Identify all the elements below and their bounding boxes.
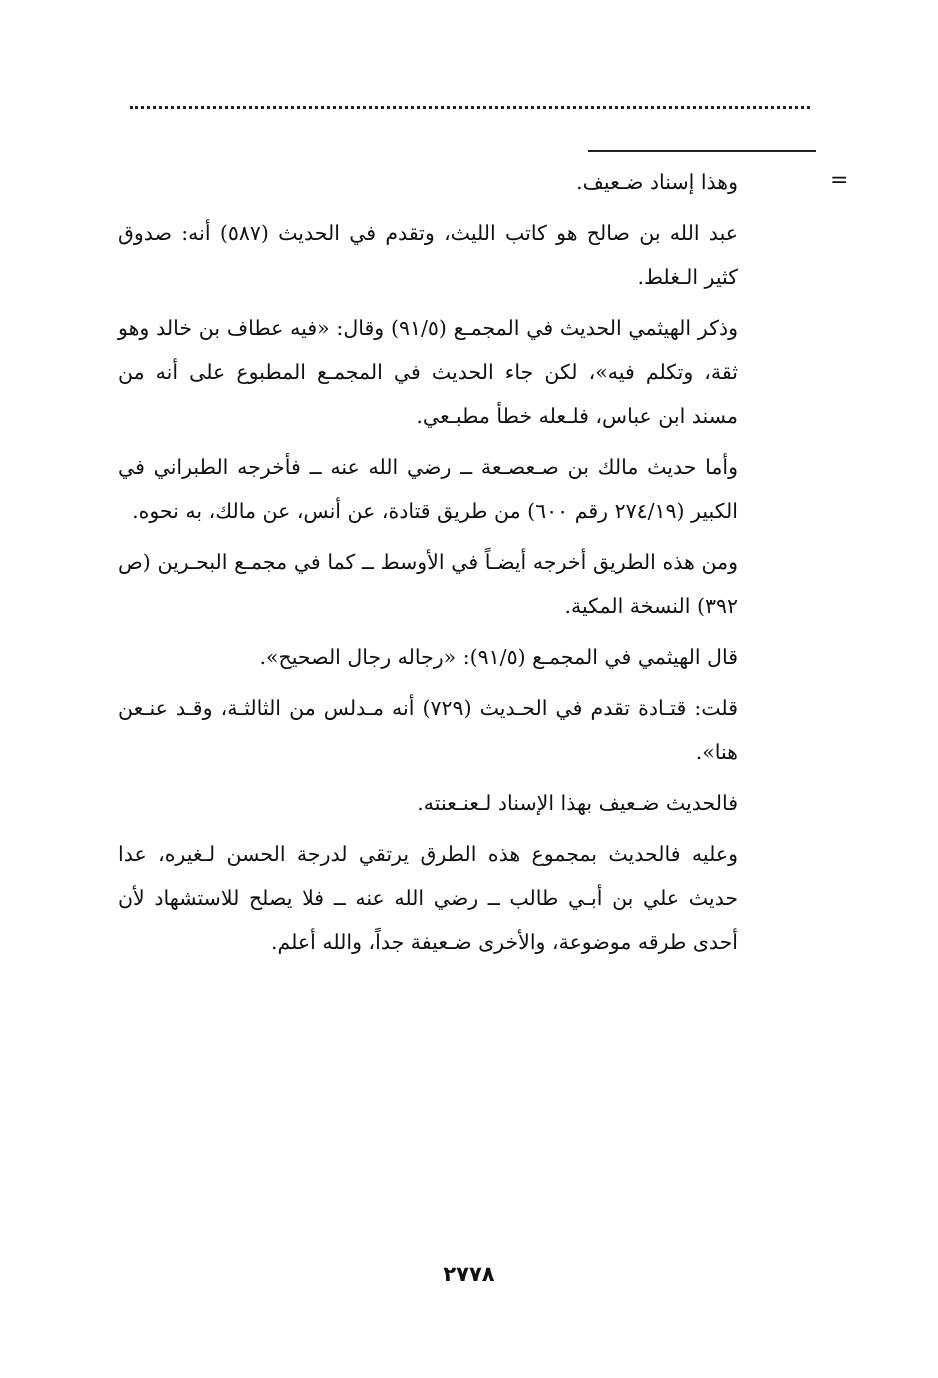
paragraph-5: ومن هذه الطريق أخرجه أيضـاً في الأوسط ــ كما في مجمـع البحـرين (ص ٣٩٢) النسخة المكية. bbox=[118, 550, 738, 618]
paragraph-7: قلت: قتـادة تقدم في الحـديث (٧٢٩) أنه مـدلس من الثالثـة، وقـد عنـعن هنا». bbox=[118, 696, 739, 764]
paragraph-3: وذكر الهيثمي الحديث في المجمـع (٩١/٥) وقال: «فيه عطاف بن خالد وهو ثقة، وتكلم فيه»، لكن جاء الحديث في المجمـع المطبوع على أنه من مسند ابن عباس، فلـعله خطأ مطبـعي. bbox=[118, 316, 738, 428]
paragraph-6: قال الهيثمي في المجمـع (٩١/٥): «رجاله رجال الصحيح». bbox=[259, 645, 738, 669]
paragraph-2: عبد الله بن صالح هو كاتب الليث، وتقدم في الحديث (٥٨٧) أنه: صدوق كثير الـغلط. bbox=[118, 221, 738, 289]
footnote-text bbox=[118, 160, 738, 971]
page-number: ٢٧٧٨ bbox=[443, 1262, 495, 1286]
paragraph-8: فالحديث ضـعيف بهذا الإسناد لـعنـعنته. bbox=[417, 791, 738, 815]
dotted-separator bbox=[130, 106, 810, 109]
paragraph-4: وأما حديث مالك بن صـعصـعة ــ رضي الله عنه ــ فأخرجه الطبراني في الكبير (٢٧٤/١٩ رقم ٦٠٠) من طريق قتادة، عن أنس، عن مالك، به نحوه. bbox=[118, 455, 738, 523]
paragraph-1: وهذا إسناد ضـعيف. bbox=[576, 170, 738, 194]
footnote-rule bbox=[588, 150, 816, 152]
continuation-mark: = bbox=[830, 168, 849, 193]
paragraph-9: وعليه فالحديث بمجموع هذه الطرق يرتقي لدرجة الحسن لـغيره، عدا حديث علي بن أبـي طالب ــ رضي الله عنه ــ فلا يصلح للاستشهاد لأن أحدى طرقه موضوعة، والأخرى ضـعيفة جداً، والله أعلم. bbox=[118, 842, 738, 954]
